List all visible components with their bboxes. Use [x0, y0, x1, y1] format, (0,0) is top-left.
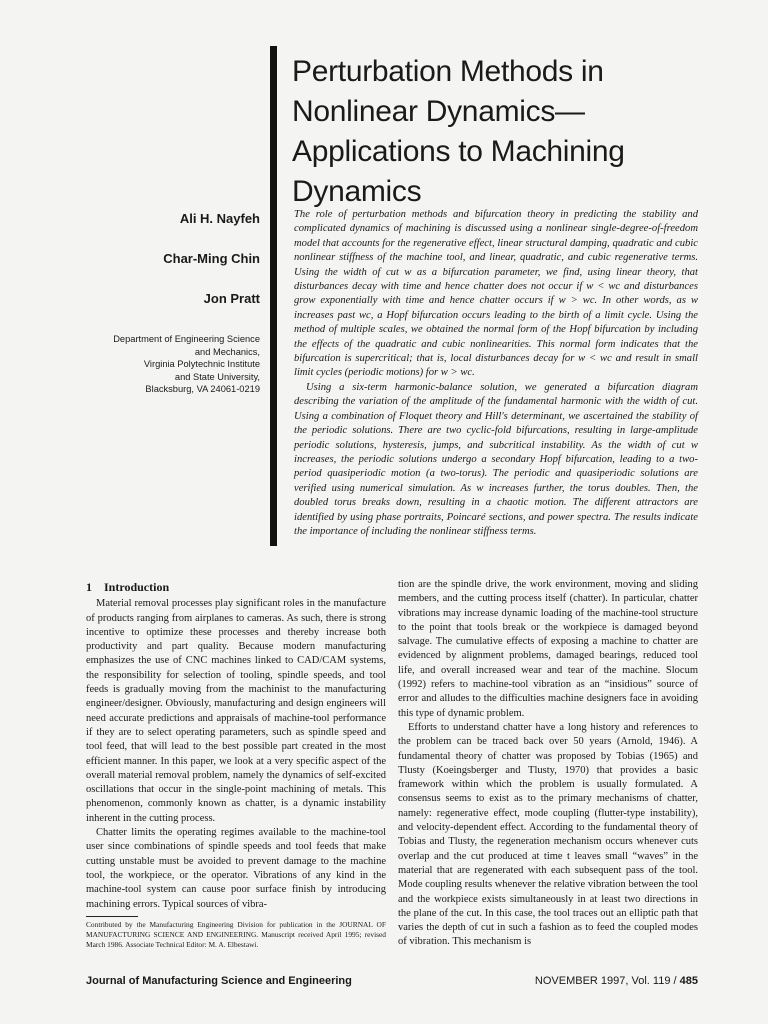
abstract [294, 208, 698, 539]
affiliation-line: Department of Engineering Science [113, 334, 260, 344]
title-line: Perturbation Methods in [292, 55, 604, 88]
body-paragraph: Efforts to understand chatter have a long history and references to the problem can be traced back over 50 years (Arnold, 1946). A fundamental theory of chatter was proposed by Tobias (1965) and Tlusty (Koeingsberger and Tlusty, 1970) that provides a basic framework within which the problem is usually formulated. A consensus seems to exist as to the primary mechanisms of chatter, namely: regenerative effect, mode coupling (flutter-type instability), and velocity-dependent effect. According to the fundamental theory of Tobias and Tlusty, the regeneration mechanism occurs whenever cuts overlap and the cut produced at time t leaves small “waves” in the material that are regenerated with each subsequent pass of the tool. Mode coupling results whenever the relative vibration between the tool and the workpiece exists simultaneously in at least two directions in the plane of the cut. In this case, the tool traces out an elliptic path that varies the depth of cut in such a fashion as to feed the coupled modes of vibration. This mechanism is [398, 721, 698, 948]
title-line: Dynamics [292, 175, 422, 208]
title-line: Applications to Machining [292, 135, 625, 168]
body-paragraph: Material removal processes play significant roles in the manufacture of products ranging from airplanes to cameras. As such, there is strong incentive to optimize these processes and thereby increase both productivity and part quality. Because modern manufacturing emphasizes the use of CNC machines linked to CAD/CAM systems, the responsibility for selection of tooling, spindle speeds, and tool feeds is gradually moving from the machinist to the manufacturing engineer/designer. Obviously, manufacturing and design engineers will need accurate predictions and appraisals of machine-tool performance if they are to select operating parameters, such as spindle speed and tool feed, that will lead to the best possible part created in the most efficient manner. In this paper, we look at a very specific aspect of the overall material removal problem, namely the dynamics of self-excited oscillations that occur in the single-point machining of metals. This phenomenon, commonly known as chatter, is a dynamic instability inherent in the cutting process. [86, 598, 386, 824]
title-line: Nonlinear Dynamics— [292, 95, 585, 128]
author-name: Ali H. Nayfeh [179, 211, 260, 226]
section-number: 1 [86, 580, 92, 594]
abstract-paragraph: The role of perturbation methods and bifurcation theory in predicting the stability and complicated dynamics of machining is discussed using a nonlinear single-degree-of-freedom model that accounts for the regenerative effect, linear structural damping, quadratic and cubic nonlinear stiffness of the machine tool, and linear, quadratic, and cubic regenerative terms. Using the width of cut w as a bifurcation parameter, we find, using linear theory, that disturbances decay with time and hence chatter does not occur if w < wc and disturbances grow exponentially with time and hence chatter occurs if w > wc. In other words, as w increases past wc, a Hopf bifurcation occurs leading to the birth of a limit cycle. Using the method of multiple scales, we obtained the normal form of the Hopf bifurcation by including the effects of the quadratic and cubic nonlinearities. This normal form indicates that the bifurcation is supercritical; that is, local disturbances decay for w < wc and result in small limit cycles (periodic motions) for w > wc. [294, 209, 698, 379]
affiliation-line: and State University, [174, 371, 260, 382]
journal-name: Journal of Manufacturing Science and Engineering [86, 975, 352, 987]
right-column [398, 578, 698, 950]
abstract-paragraph: Using a six-term harmonic-balance solution, we generated a bifurcation diagram describing the variation of the amplitude of the fundamental harmonic with the width of cut. Using a combination of Floquet theory and Hill's determinant, we ascertained the stability of the periodic solutions. There are two cyclic-fold bifurcations, resulting in large-amplitude periodic solutions, hysteresis, jumps, and subcritical instability. As the width of cut w increases, the periodic solutions undergo a secondary Hopf bifurcation, leading to a two-period quasiperiodic motion (a two-torus). The periodic and quasiperiodic solutions are verified using numerical simulation. As w increases further, the torus doubles. Then, the doubled torus breaks down, resulting in a chaotic motion. The different attractors are identified by using phase portraits, Poincaré sections, and power spectra. The results indicate the importance of including the nonlinear stiffness terms. [294, 381, 698, 537]
footnote: Contributed by the Manufacturing Engineering Division for publication in the JOURNAL OF MANUFACTURING SCIENCE AND ENGINEERING. Manuscript received April 1995; revised March 1986. Associate Technical Editor: M. A. Elbestawi. [86, 920, 386, 949]
section-title: Introduction [104, 580, 170, 594]
author-name: Char-Ming Chin [163, 251, 260, 266]
affiliation-line: Blacksburg, VA 24061-0219 [145, 384, 260, 395]
affiliation [90, 333, 260, 396]
affiliation-line: Virginia Polytechnic Institute [143, 359, 260, 370]
title-rule [270, 46, 277, 546]
left-column [86, 578, 386, 912]
author-block [90, 210, 260, 396]
page-number: 485 [679, 975, 698, 987]
body-paragraph: Chatter limits the operating regimes available to the machine-tool user since combinations of spindle speeds and tool feeds that make cutting unstable must be avoided to prevent damage to the machine tool, the workpiece, or the operator. Vibrations of any kind in the machine-tool system can cause poor surface finish by introducing machining errors. Typical sources of vibra- [86, 827, 386, 910]
footnote-rule [86, 916, 138, 917]
affiliation-line: and Mechanics, [194, 346, 260, 357]
author-name: Jon Pratt [203, 291, 260, 306]
issue-text: NOVEMBER 1997, Vol. 119 / [534, 975, 677, 987]
section-heading [86, 580, 386, 594]
body-paragraph: tion are the spindle drive, the work environment, moving and sliding members, and the cutting process itself (chatter). In particular, chatter vibrations may increase dynamic loading of the machine-tool structure to the point that tools break or the workpiece is damaged beyond salvage. The cumulative effects of exposing a machine to chatter are evidenced by alignment problems, damaged bearings, reduced tool life, and overall increased wear and tear of the machine. Slocum (1992) refers to machine-tool vibration as an “insidious” source of error and alludes to the difficulties machine designers face in avoiding this type of dynamic problem. [398, 579, 698, 719]
issue-info [535, 975, 698, 987]
paper-title [292, 52, 712, 212]
